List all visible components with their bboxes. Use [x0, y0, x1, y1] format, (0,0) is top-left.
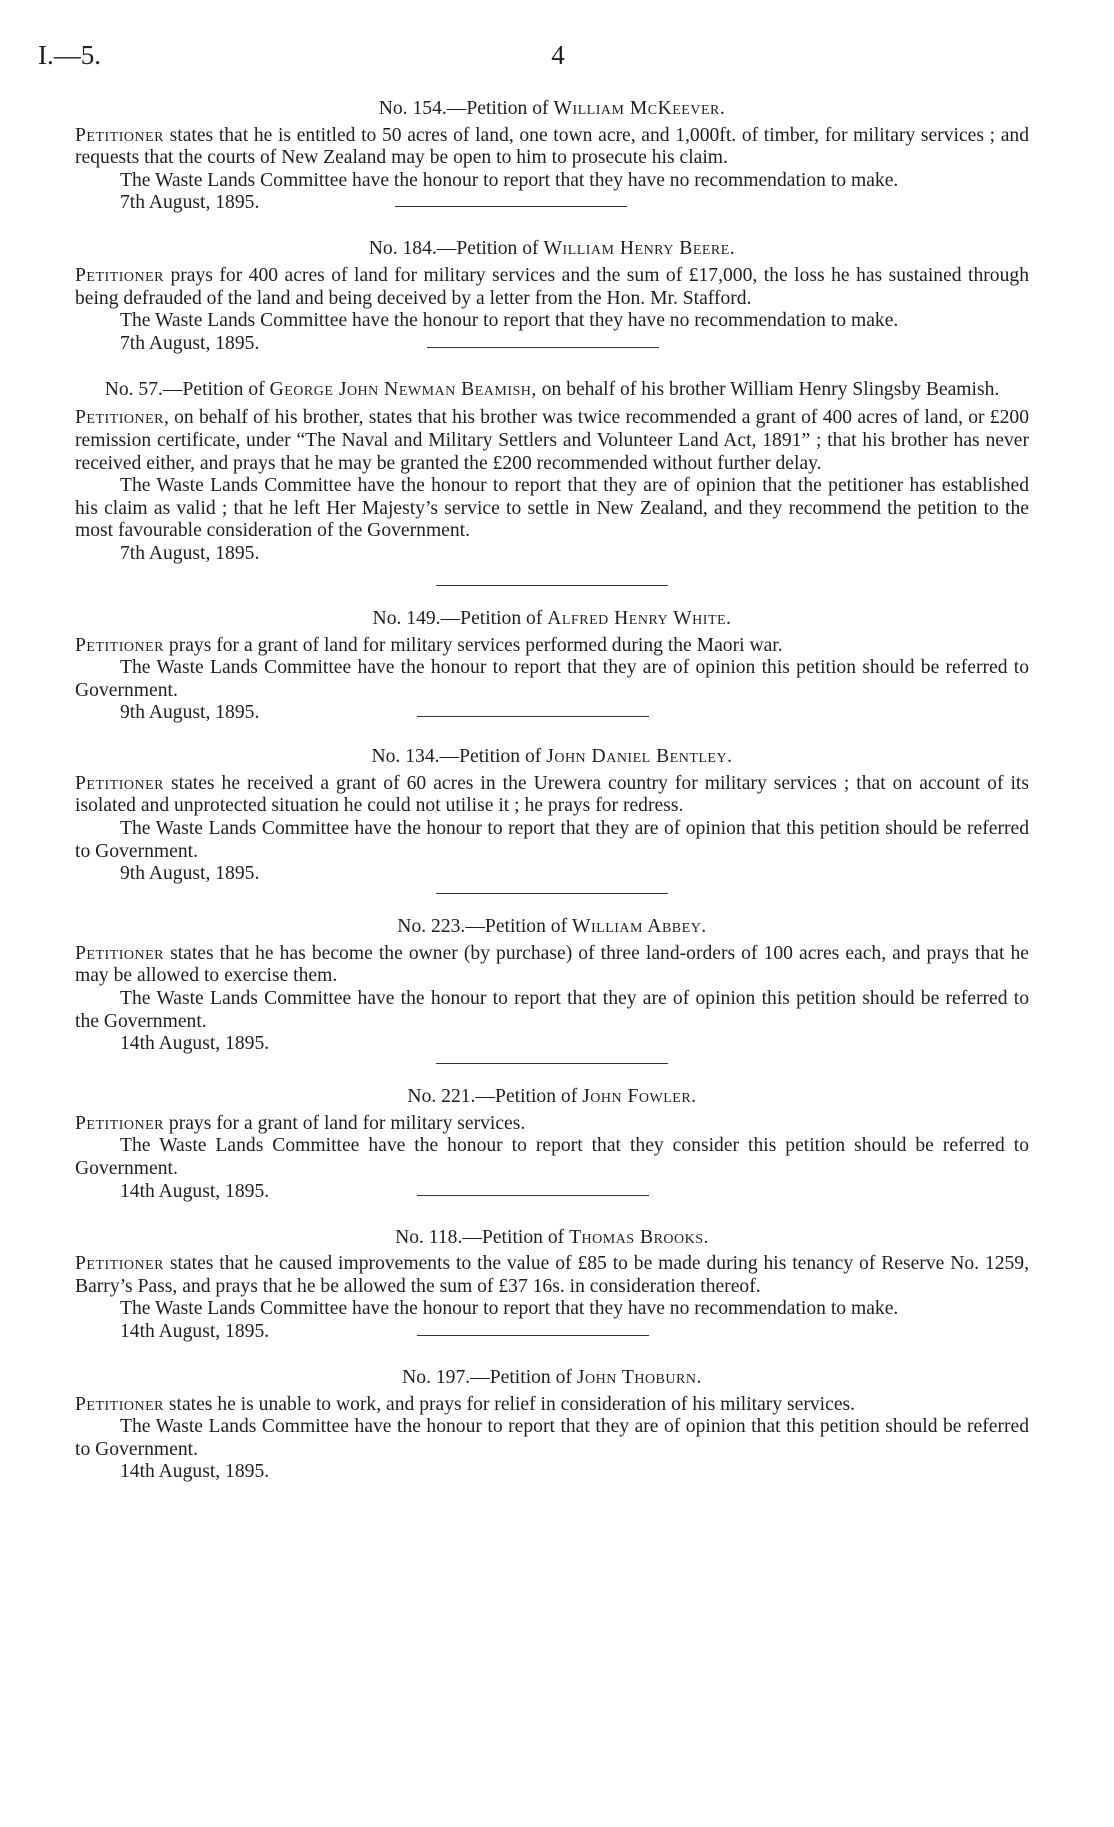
petition-number: No. 223.—Petition of: [397, 916, 568, 938]
page-number: 4: [551, 40, 565, 70]
petition-number: No. 134.—Petition of: [371, 746, 542, 768]
committee-report: The Waste Lands Committee have the honour to report that they are of opinion this petition should be referred to the Government.: [75, 988, 1029, 1032]
petitioner-name: William Abbey.: [572, 916, 707, 938]
report-date: 7th August, 1895.: [120, 332, 260, 354]
petitioner-lead: Petitioner: [75, 407, 164, 429]
petitioner-lead: Petitioner: [75, 1253, 164, 1275]
separator-rule: [417, 716, 649, 717]
report-date: 14th August, 1895.: [120, 1461, 270, 1483]
petition-number: No. 57.—Petition of: [104, 378, 265, 400]
petition-221: [75, 1086, 1029, 1204]
separator-rule: [427, 347, 659, 348]
statement-text: prays for a grant of land for military services performed during the Maori war.: [164, 634, 783, 656]
petition-149: [75, 608, 1029, 726]
petition-title: [75, 608, 1029, 631]
date-row: [75, 333, 1029, 357]
petitioner-lead: Petitioner: [75, 1393, 164, 1415]
petition-title: [75, 379, 1029, 402]
petition-title: [75, 238, 1029, 261]
petition-184: [75, 238, 1029, 356]
statement-text: prays for a grant of land for military services.: [164, 1112, 526, 1134]
committee-report: The Waste Lands Committee have the honour to report that they are of opinion that this petition should be referred to Government.: [75, 818, 1029, 862]
committee-report: The Waste Lands Committee have the honour to report that they have no recommendation to make.: [120, 169, 899, 191]
petitioner-lead: Petitioner: [75, 124, 164, 146]
petition-statement: [75, 635, 1029, 658]
date-row: [75, 1181, 1029, 1205]
petition-number: No. 197.—Petition of: [402, 1366, 572, 1388]
parliamentary-paper-reference: I.—5.: [38, 40, 101, 70]
petitioner-lead: Petitioner: [75, 942, 164, 964]
petition-statement: [75, 407, 1029, 475]
petitioner-name: John Thoburn.: [576, 1366, 702, 1388]
page-header: [38, 40, 1078, 80]
petition-118: [75, 1227, 1029, 1345]
committee-report: The Waste Lands Committee have the honour to report that they are of opinion this petition should be referred to Government.: [75, 657, 1029, 701]
petitioner-name: Thomas Brooks.: [569, 1226, 709, 1248]
petition-title: [75, 916, 1029, 939]
petition-statement: [75, 1113, 1029, 1136]
date-row: [75, 1321, 1029, 1345]
separator-rule: [417, 1335, 649, 1336]
committee-report: The Waste Lands Committee have the honour to report that they have no recommendation to make.: [120, 310, 899, 332]
date-row: [75, 702, 1029, 726]
committee-report: The Waste Lands Committee have the honour to report that they have no recommendation to make.: [120, 1298, 899, 1320]
petition-223: [75, 916, 1029, 1064]
petitioner-name: George John Newman Beamish,: [269, 378, 537, 400]
petitioner-lead: Petitioner: [75, 634, 164, 656]
statement-text: , on behalf of his brother, states that his brother was twice recommended a grant of 400 acres of land, or £200 remission certificate, under “The Naval and Military Settlers and Volunteer Land Act, 1891” ; that his brother has never received either, and prays that he may be granted the £200 recommended without further delay.: [75, 407, 1029, 474]
petition-number: No. 154.—Petition of: [378, 98, 549, 119]
statement-text: states that he has become the owner (by purchase) of three land-orders of 100 acres each, and prays that he may be allowed to exercise them.: [75, 942, 1029, 987]
separator-rule: [395, 206, 627, 207]
petitioner-lead: Petitioner: [75, 772, 164, 794]
petition-statement: [75, 1394, 1029, 1417]
report-date: 14th August, 1895.: [120, 1033, 270, 1055]
petition-number: No. 149.—Petition of: [372, 607, 543, 629]
committee-report: The Waste Lands Committee have the honour to report that they are of opinion that the petitioner has established his claim as valid ; that he left Her Majesty’s service to settle in New Zealand, and they recommend the petition to the most favourable consideration of the Government.: [75, 475, 1029, 542]
statement-text: states he received a grant of 60 acres in the Urewera country for military services ; that on account of its isolated and unprotected situation he could not utilise it ; he prays for redress.: [75, 772, 1029, 817]
statement-text: states he is unable to work, and prays for relief in consideration of his military services.: [164, 1393, 856, 1415]
date-row: [75, 1033, 1029, 1057]
petition-197: [75, 1367, 1029, 1485]
date-row: [75, 863, 1029, 887]
separator-rule: [417, 1195, 649, 1196]
petition-title: [75, 98, 1029, 121]
petitioner-name: Alfred Henry White.: [547, 607, 732, 629]
petition-57: [75, 379, 1029, 586]
date-row: [75, 1461, 1029, 1485]
date-row: [75, 543, 1029, 567]
petition-number: No. 184.—Petition of: [368, 238, 539, 260]
statement-text: prays for 400 acres of land for military services and the sum of £17,000, the loss he has sustained through being defrauded of the land and being deceived by a letter from the Hon. Mr. Stafford.: [75, 264, 1029, 309]
report-date: 7th August, 1895.: [120, 542, 260, 564]
petition-statement: [75, 1253, 1029, 1298]
date-row: [75, 192, 1029, 216]
statement-text: states that he is entitled to 50 acres of land, one town acre, and 1,000ft. of timber, for military services ; and requests that the courts of New Zealand may be open to him to prosecute his claim.: [75, 124, 1029, 169]
petitioner-lead: Petitioner: [75, 264, 164, 286]
petitioner-lead: Petitioner: [75, 1112, 164, 1134]
petition-title: [75, 1367, 1029, 1390]
statement-text: states that he caused improvements to the value of £85 to be made during his tenancy of Reserve No. 1259, Barry’s Pass, and prays that he be allowed the sum of £37 16s. in consideration thereof.: [75, 1253, 1029, 1297]
committee-report: The Waste Lands Committee have the honour to report that they consider this petition should be referred to Government.: [75, 1135, 1029, 1179]
petition-statement: [75, 265, 1029, 310]
petition-title: [75, 1086, 1029, 1109]
report-date: 14th August, 1895.: [120, 1180, 270, 1202]
petition-statement: [75, 125, 1029, 170]
petition-title-suffix: on behalf of his brother William Henry Slingsby Beamish.: [536, 378, 1000, 400]
petition-number: No. 118.—Petition of: [395, 1226, 565, 1248]
petition-134: [75, 746, 1029, 894]
petition-statement: [75, 773, 1029, 818]
report-date: 14th August, 1895.: [120, 1320, 270, 1342]
committee-report: The Waste Lands Committee have the honour to report that they are of opinion that this petition should be referred to Government.: [75, 1416, 1029, 1460]
petitioner-name: John Fowler.: [582, 1086, 697, 1108]
petitioner-name: William McKeever.: [553, 98, 726, 119]
report-date: 7th August, 1895.: [120, 192, 260, 214]
petitioner-name: John Daniel Bentley.: [546, 746, 733, 768]
report-date: 9th August, 1895.: [120, 702, 260, 724]
petition-statement: [75, 943, 1029, 988]
petition-number: No. 221.—Petition of: [407, 1086, 578, 1108]
petitioner-name: William Henry Beere.: [543, 238, 736, 260]
petition-title: [75, 1227, 1029, 1250]
petitions-body: [75, 98, 1029, 1485]
petition-title: [75, 746, 1029, 769]
report-date: 9th August, 1895.: [120, 863, 260, 885]
petition-154: [75, 98, 1029, 216]
